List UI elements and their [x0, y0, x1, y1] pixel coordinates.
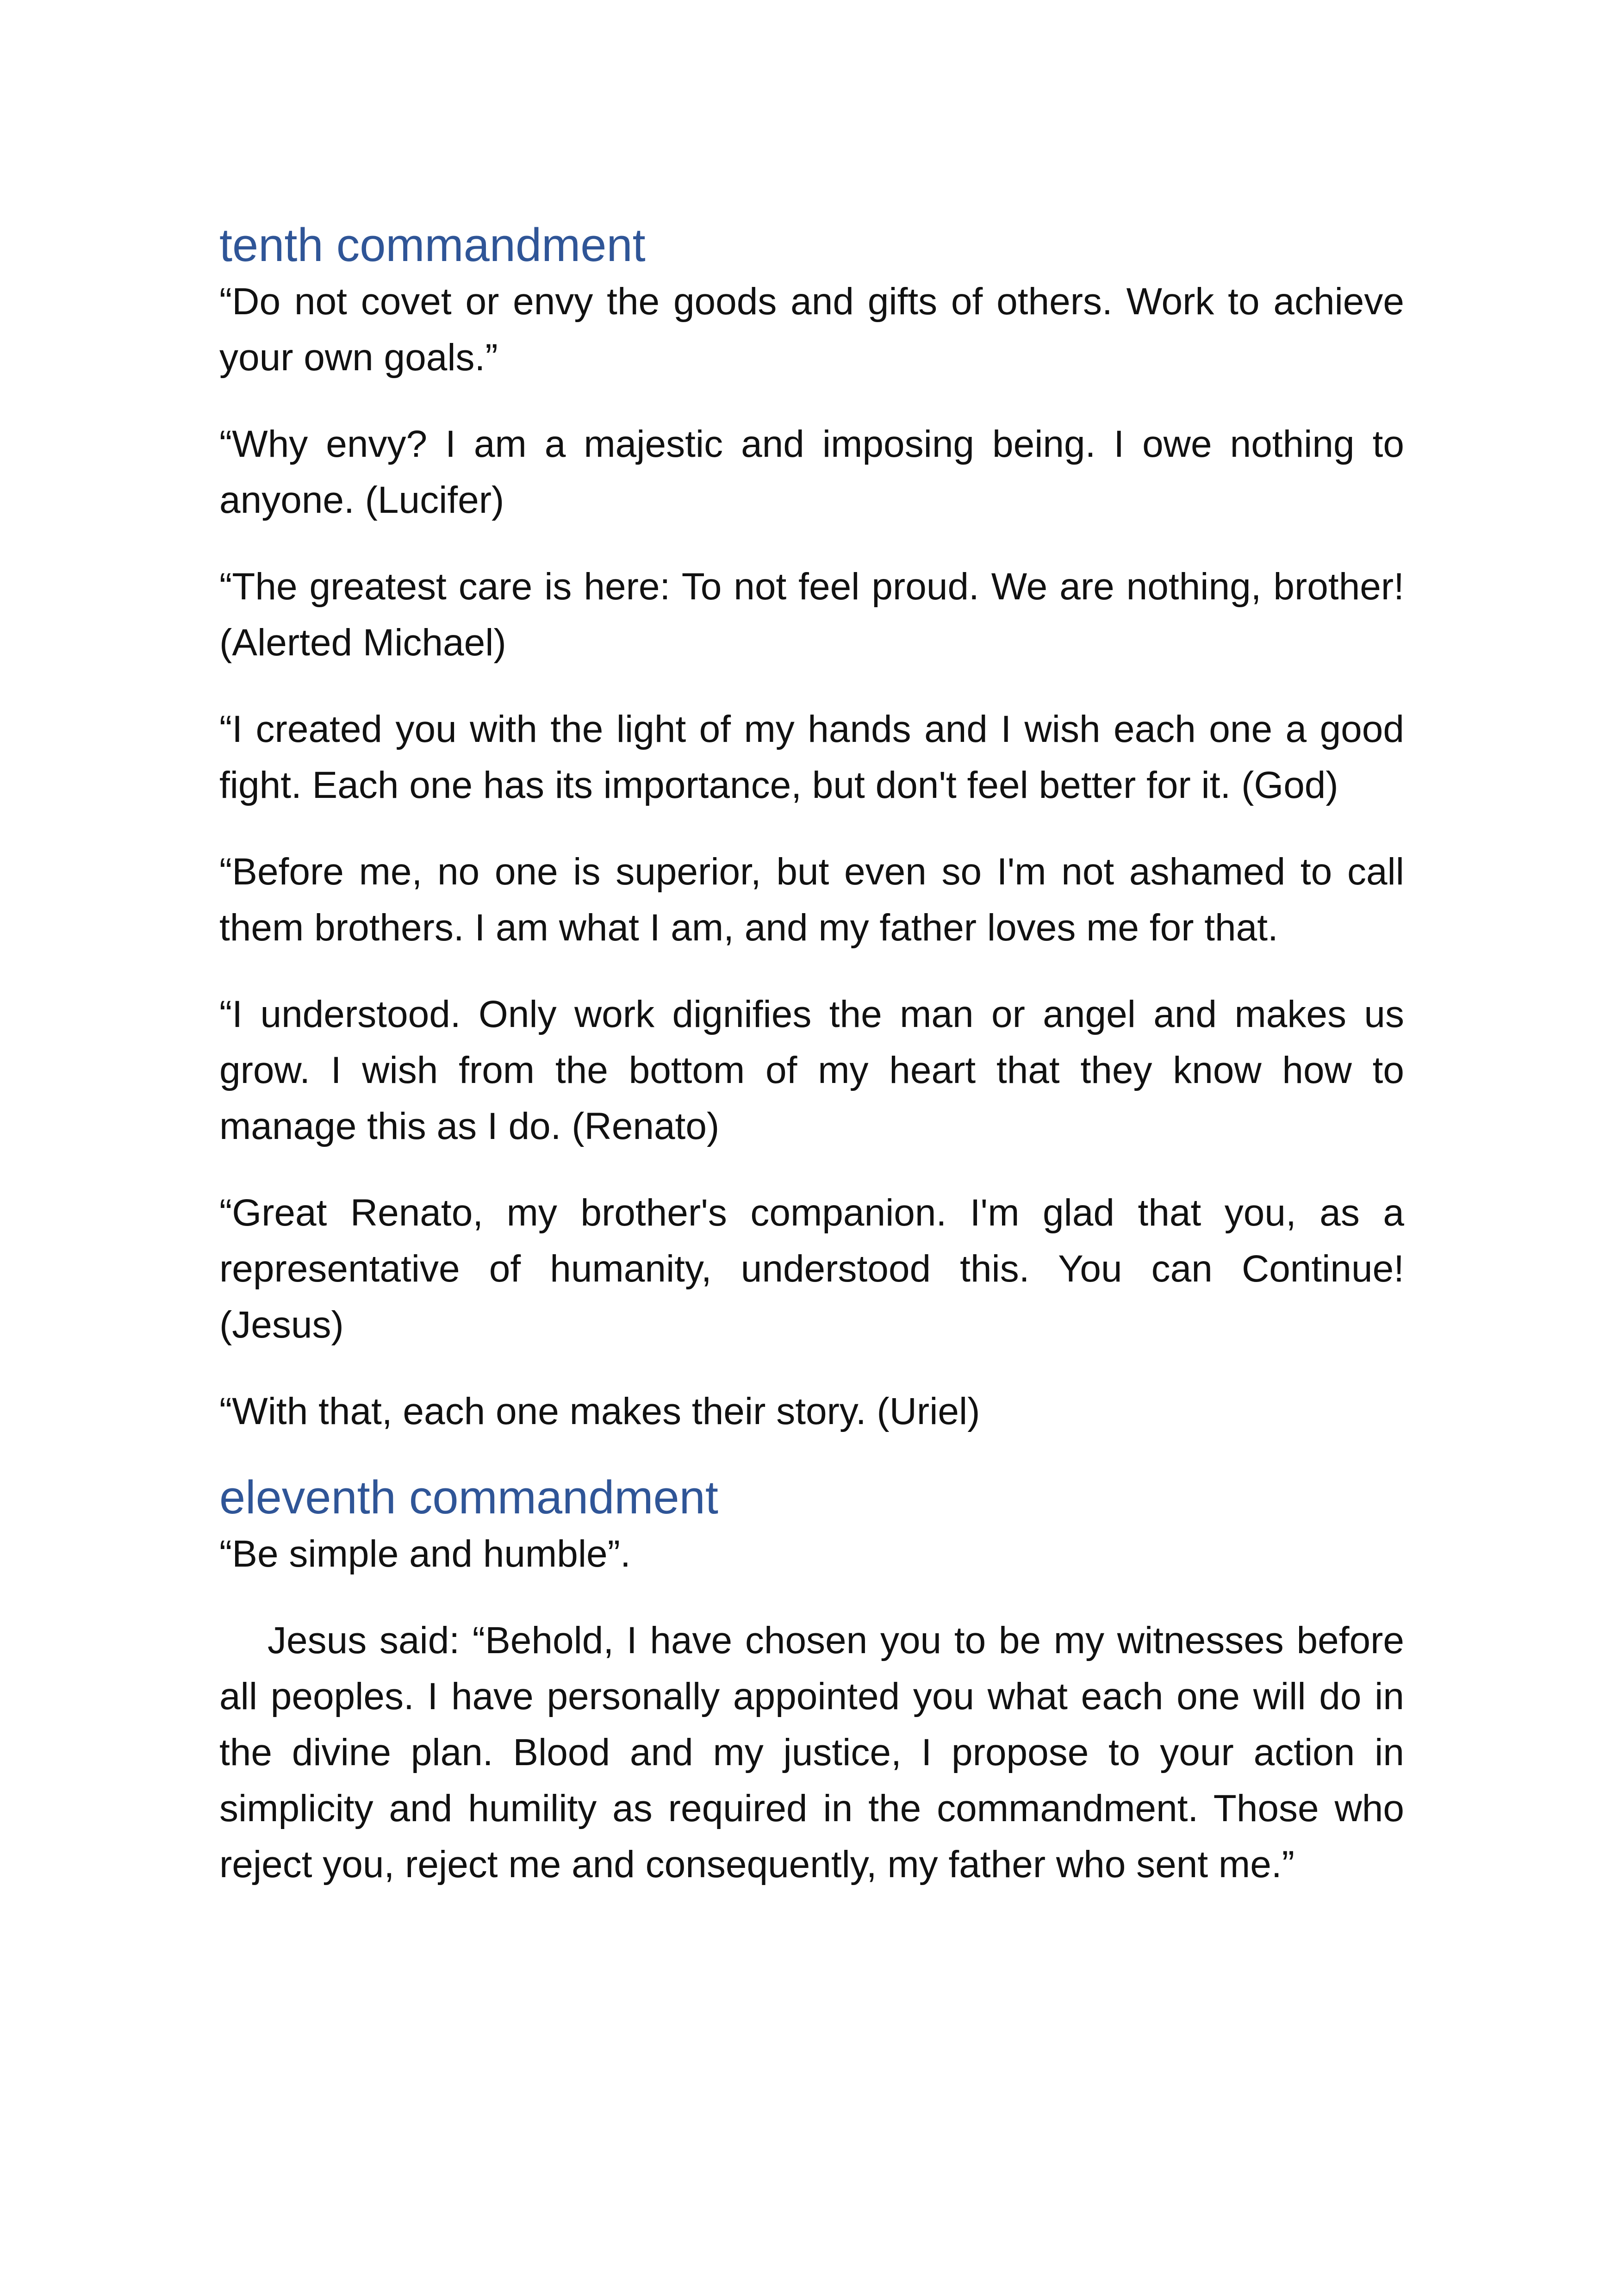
paragraph: “With that, each one makes their story. (Uriel): [219, 1390, 980, 1432]
section-heading: tenth commandment: [219, 219, 646, 271]
paragraph: “Why envy? I am a majestic and imposing being. I owe nothing to anyone. (Lucifer): [219, 423, 1404, 521]
section-heading: eleventh commandment: [219, 1472, 718, 1524]
paragraph: “I understood. Only work dignifies the man or angel and makes us grow. I wish from the bottom of my heart that they know how to manage this as I do. (Renato): [219, 993, 1404, 1147]
paragraph: “Before me, no one is superior, but even so I'm not ashamed to call them brothers. I am what I am, and my father loves me for that.: [219, 851, 1404, 949]
paragraph: “Great Renato, my brother's companion. I'm glad that you, as a representative of humanity, understood this. You can Continue! (Jesus): [219, 1192, 1404, 1346]
commandment-text: “Be simple and humble”.: [219, 1533, 631, 1575]
paragraph: Jesus said: “Behold, I have chosen you to be my witnesses before all peoples. I have personally appointed you what each one will do in the divine plan. Blood and my justice, I propose to your action in simplicity and humility as required in the commandment. Those who reject you, reject me and consequently, my father who sent me.”: [219, 1619, 1404, 1885]
commandment-text: “Do not covet or envy the goods and gifts of others. Work to achieve your own goals.”: [219, 280, 1404, 379]
paragraph: “I created you with the light of my hands and I wish each one a good fight. Each one has its importance, but don't feel better for it. (God): [219, 708, 1404, 806]
document-page: [219, 218, 1404, 1923]
paragraph: “The greatest care is here: To not feel proud. We are nothing, brother! (Alerted Michael): [219, 566, 1404, 664]
